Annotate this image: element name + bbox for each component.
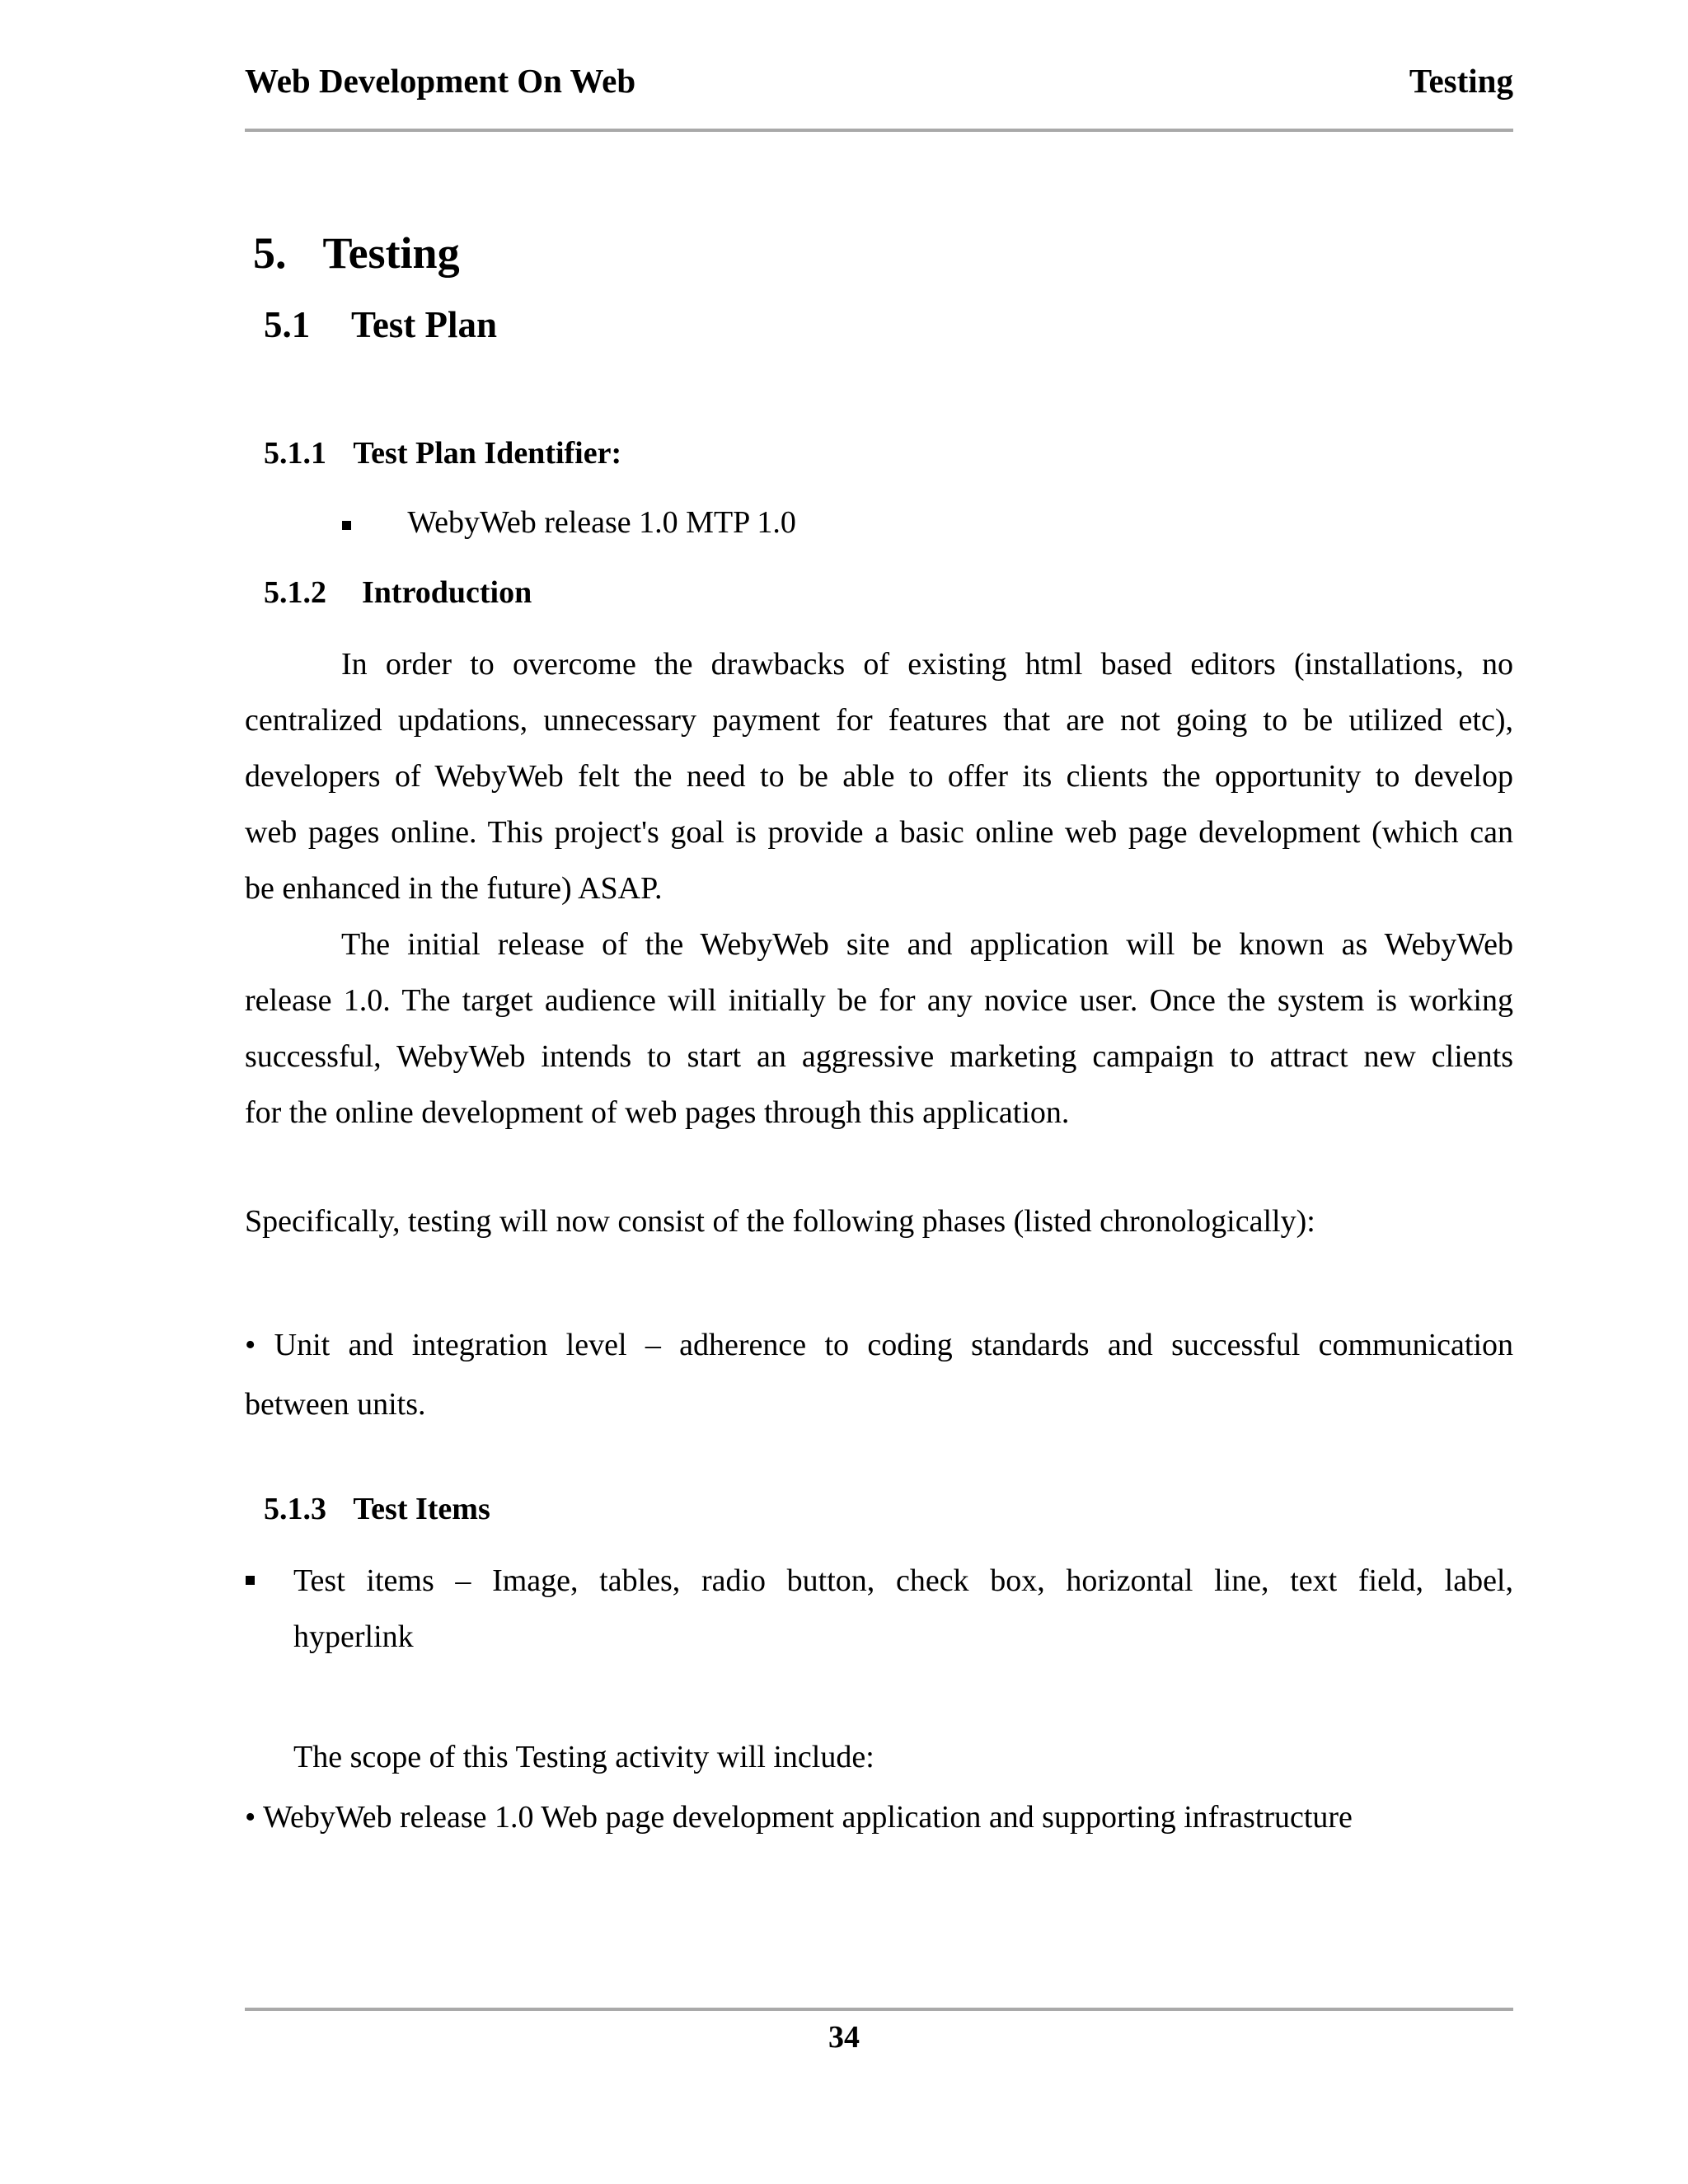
identifier-bullet-text: WebyWeb release 1.0 MTP 1.0 xyxy=(407,505,796,540)
introduction-number: 5.1.2 xyxy=(264,575,326,610)
paragraph-line: web pages online. This project's goal is provide a basic online web page development (which can xyxy=(245,815,1513,850)
paragraph-line: be enhanced in the future) ASAP. xyxy=(245,871,663,906)
paragraph-line: release 1.0. The target audience will initially be for any novice user. Once the system is working xyxy=(245,983,1513,1018)
test-items-line: hyperlink xyxy=(293,1619,414,1654)
introduction-title: Introduction xyxy=(362,575,532,610)
phase-bullet xyxy=(245,1315,1513,1434)
bullet-dot-icon: • xyxy=(245,1800,256,1835)
square-bullet-icon xyxy=(246,1576,255,1585)
test-items-heading xyxy=(264,1491,490,1527)
paragraph-line: successful, WebyWeb intends to start an aggressive marketing campaign to attract new clients xyxy=(245,1039,1513,1074)
page-header xyxy=(245,56,1513,105)
subsection-heading xyxy=(264,303,497,346)
phases-intro: Specifically, testing will now consist of the following phases (listed chronologically): xyxy=(245,1204,1315,1239)
paragraph-line: centralized updations, unnecessary payment for features that are not going to be utilized etc), xyxy=(245,703,1513,738)
test-items-title: Test Items xyxy=(353,1492,490,1526)
header-title: Web Development On Web xyxy=(245,62,636,100)
phase-bullet-line: between units. xyxy=(245,1387,426,1422)
footer-divider xyxy=(245,2008,1513,2011)
page-number: 34 xyxy=(828,2020,860,2055)
section-heading xyxy=(253,227,460,279)
section-title: Testing xyxy=(322,228,460,278)
header-divider xyxy=(245,129,1513,132)
phase-bullet-line xyxy=(245,1315,1513,1375)
header-section: Testing xyxy=(1409,62,1513,100)
subsection-title: Test Plan xyxy=(350,304,498,345)
introduction-paragraph-1 xyxy=(245,636,1513,1141)
scope-intro: The scope of this Testing activity will include: xyxy=(293,1740,874,1774)
subsection-number: 5.1 xyxy=(264,304,311,345)
paragraph-line: In order to overcome the drawbacks of existing html based editors (installations, no xyxy=(341,647,1513,682)
test-items-bullet xyxy=(293,1553,1513,1665)
paragraph-line: for the online development of web pages through this application. xyxy=(245,1095,1070,1130)
test-items-line: Test items – Image, tables, radio button, check box, horizontal line, text field, label, xyxy=(293,1563,1513,1598)
section-number: 5. xyxy=(253,228,287,278)
identifier-heading xyxy=(264,435,621,471)
identifier-number: 5.1.1 xyxy=(264,436,326,471)
scope-bullet xyxy=(245,1799,1353,1835)
bullet-dot-icon: • xyxy=(245,1328,256,1362)
phase-bullet-text: Unit and integration level – adherence to coding standards and successful communication xyxy=(274,1328,1513,1362)
paragraph-line: The initial release of the WebyWeb site and application will be known as WebyWeb xyxy=(341,927,1513,962)
test-items-number: 5.1.3 xyxy=(264,1492,326,1526)
paragraph-line: developers of WebyWeb felt the need to be able to offer its clients the opportunity to develop xyxy=(245,759,1513,794)
introduction-heading xyxy=(264,574,532,611)
identifier-bullet xyxy=(342,504,796,541)
scope-bullet-text: WebyWeb release 1.0 Web page development application and supporting infrastructure xyxy=(263,1800,1353,1835)
test-items-bullet-marker xyxy=(246,1572,255,1587)
square-bullet-icon xyxy=(342,521,351,530)
identifier-title: Test Plan Identifier: xyxy=(353,436,622,471)
